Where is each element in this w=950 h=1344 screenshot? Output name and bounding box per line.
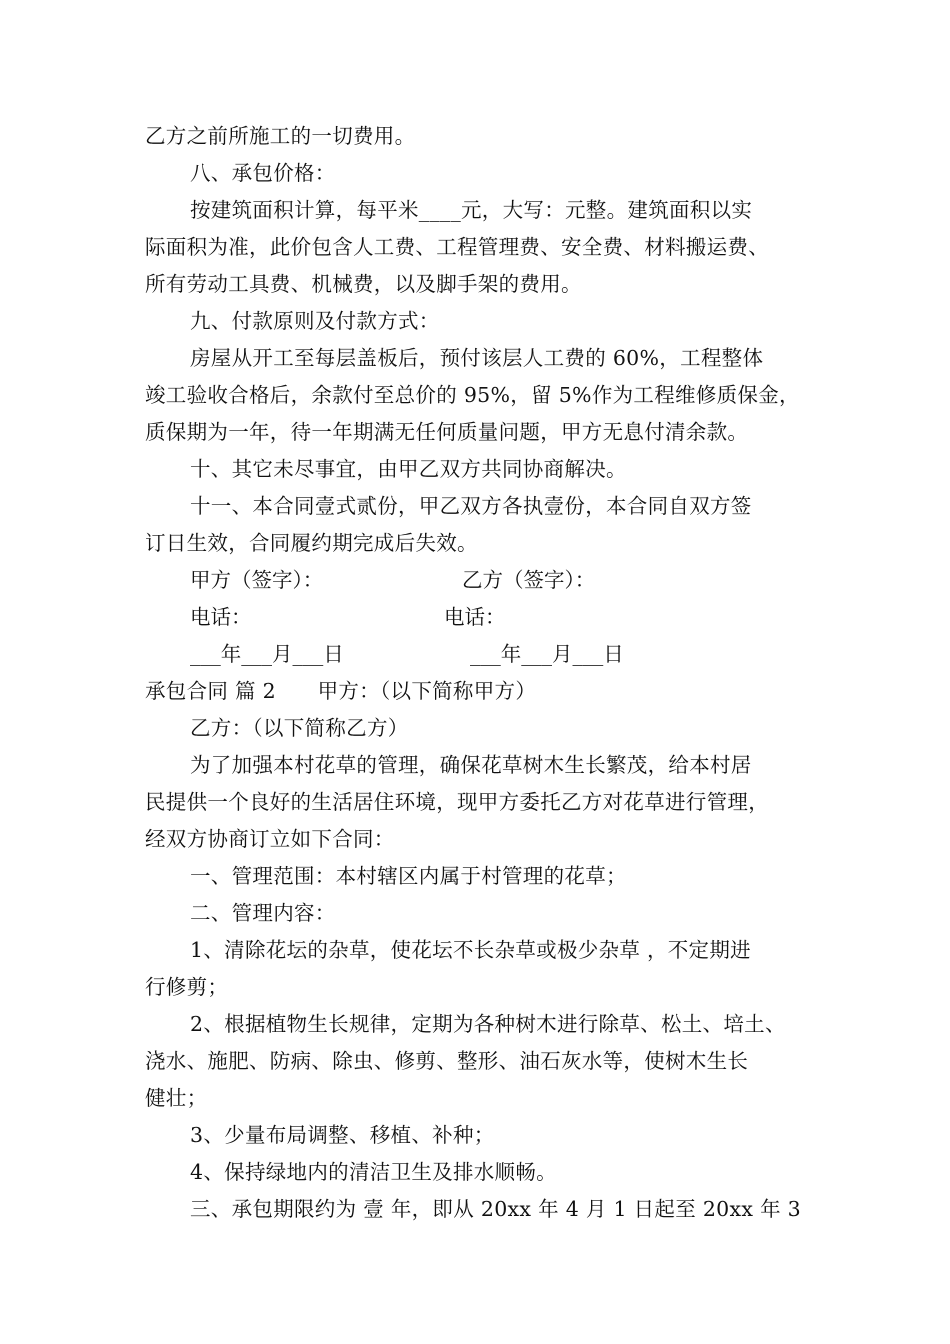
paragraph-line: 行修剪；	[145, 975, 229, 999]
paragraph-line: 为了加强本村花草的管理，确保花草树木生长繁茂，给本村居	[190, 753, 752, 777]
section-heading-scope: 一、管理范围：本村辖区内属于村管理的花草；	[190, 864, 627, 888]
paragraph-line: 际面积为准，此价包含人工费、工程管理费、安全费、材料搬运费、	[145, 235, 769, 259]
section-heading-content: 二、管理内容：	[190, 901, 336, 925]
section-heading-term: 三、承包期限约为 壹 年，即从 20xx 年 4 月 1 日起至 20xx 年 3	[190, 1197, 802, 1221]
list-item: 2、根据植物生长规律，定期为各种树木进行除草、松土、培土、	[190, 1012, 786, 1036]
contract-2-title: 承包合同 篇 2 甲方：（以下简称甲方）	[145, 679, 537, 703]
paragraph-line: 竣工验收合格后，余款付至总价的 95%，留 5%作为工程维修质保金，	[145, 383, 800, 407]
paragraph-line: 房屋从开工至每层盖板后，预付该层人工费的 60%，工程整体	[190, 346, 764, 370]
party-a-signature-label: 甲方（签字）：	[190, 568, 324, 592]
paragraph-line: 经双方协商订立如下合同：	[145, 827, 395, 851]
section-heading-price: 八、承包价格：	[190, 161, 336, 185]
section-heading-payment: 九、付款原则及付款方式：	[190, 309, 440, 333]
list-item: 4、保持绿地内的清洁卫生及排水顺畅。	[190, 1160, 557, 1184]
paragraph-line: 乙方之前所施工的一切费用。	[145, 124, 416, 148]
party-a-phone-label: 电话：	[190, 605, 252, 629]
party-a-date-label: ___年___月___日	[190, 642, 344, 666]
party-b-signature-label: 乙方（签字）：	[462, 568, 596, 592]
paragraph-line: 按建筑面积计算，每平米____元，大写：元整。建筑面积以实	[190, 198, 753, 222]
paragraph-line: 乙方：（以下简称乙方）	[190, 716, 409, 740]
paragraph-line: 健壮；	[145, 1086, 208, 1110]
list-item: 1、清除花坛的杂草，使花坛不长杂草或极少杂草 ，不定期进	[190, 938, 751, 962]
paragraph-line: 订日生效，合同履约期完成后失效。	[145, 531, 478, 555]
party-b-date-label: ___年___月___日	[470, 642, 624, 666]
party-b-phone-label: 电话：	[444, 605, 506, 629]
paragraph-line: 十一、本合同壹式贰份，甲乙双方各执壹份，本合同自双方签	[190, 494, 752, 518]
paragraph-line: 民提供一个良好的生活居住环境，现甲方委托乙方对花草进行管理，	[145, 790, 769, 814]
paragraph-line: 浇水、施肥、防病、除虫、修剪、整形、油石灰水等，使树木生长	[145, 1049, 749, 1073]
paragraph-line: 所有劳动工具费、机械费，以及脚手架的费用。	[145, 272, 582, 296]
paragraph-line: 质保期为一年，待一年期满无任何质量问题，甲方无息付清余款。	[145, 420, 749, 444]
list-item: 3、少量布局调整、移植、补种；	[190, 1123, 495, 1147]
section-heading-other: 十、其它未尽事宜，由甲乙双方共同协商解决。	[190, 457, 627, 481]
